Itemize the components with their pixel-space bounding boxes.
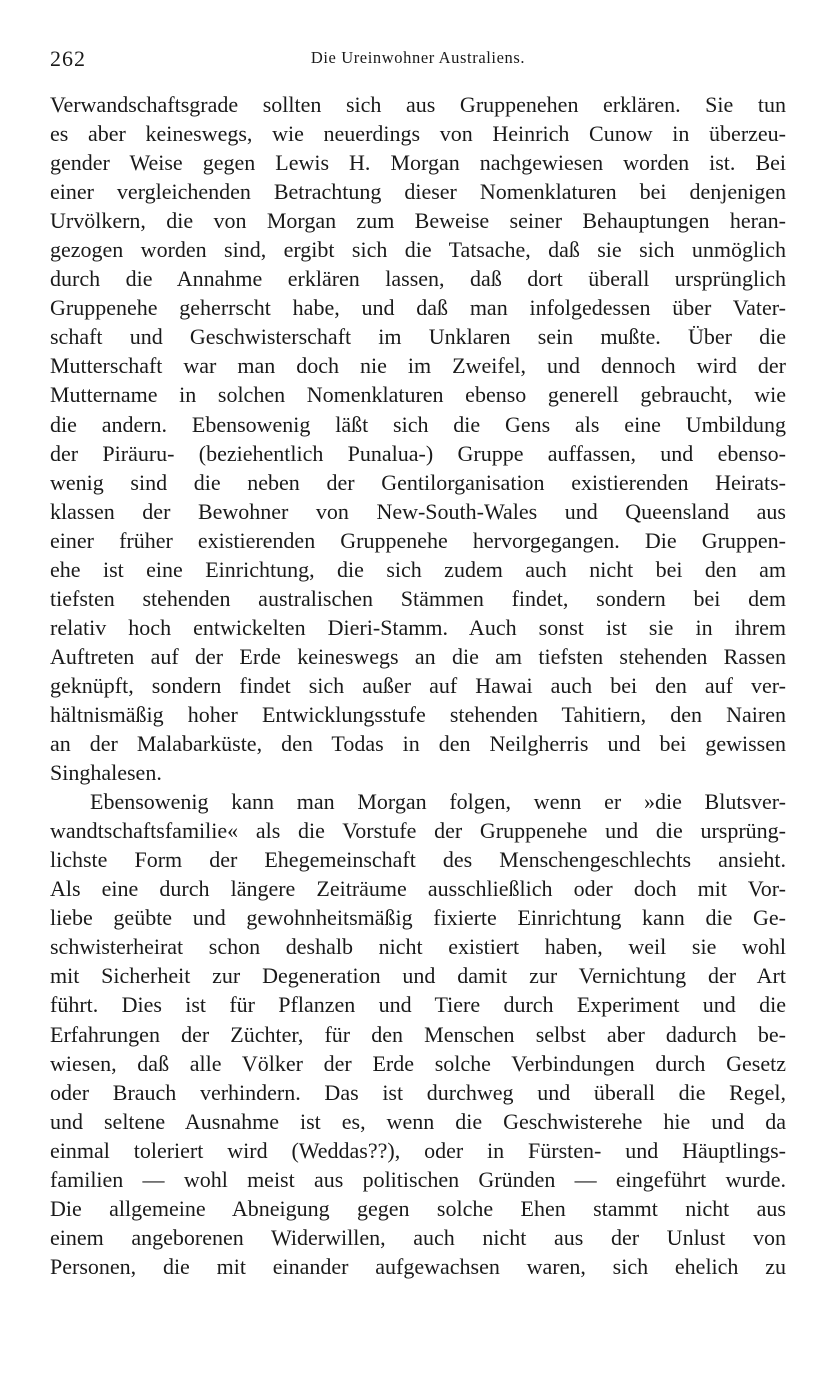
text-line: gezogen worden sind, ergibt sich die Tatsache, daß sie sich unmöglich — [50, 237, 786, 263]
text-line: ehe ist eine Einrichtung, die sich zudem auch nicht bei den am — [50, 556, 786, 582]
text-line: schaft und Geschwisterschaft im Unklaren sein mußte. Über die — [50, 324, 786, 350]
text-line: wenig sind die neben der Gentilorganisation existierenden Heirats- — [50, 469, 786, 495]
page-number: 262 — [50, 46, 86, 71]
text-line: familien — wohl meist aus politischen Gründen — eingeführt wurde. — [50, 1166, 786, 1192]
text-line: wiesen, daß alle Völker der Erde solche Verbindungen durch Gesetz — [50, 1050, 786, 1076]
text-line: Mutterschaft war man doch nie im Zweifel, und dennoch wird der — [50, 353, 786, 379]
text-line: mit Sicherheit zur Degeneration und damit zur Vernichtung der Art — [50, 963, 786, 989]
text-line: einer früher existierenden Gruppenehe hervorgegangen. Die Gruppen- — [50, 527, 786, 553]
text-line: Ebensowenig kann man Morgan folgen, wenn er »die Blutsver- — [90, 789, 786, 815]
text-line: durch die Annahme erklären lassen, daß dort überall ursprünglich — [50, 266, 786, 292]
text-line: an der Malabarküste, den Todas in den Neilgherris und bei gewissen — [50, 731, 786, 757]
text-line: führt. Dies ist für Pflanzen und Tiere durch Experiment und die — [50, 992, 786, 1018]
running-head — [50, 46, 786, 76]
text-line: klassen der Bewohner von New-South-Wales und Queensland aus — [50, 498, 786, 524]
text-line: Personen, die mit einander aufgewachsen waren, sich ehelich zu — [50, 1253, 786, 1279]
text-line: Urvölkern, die von Morgan zum Beweise seiner Behauptungen heran- — [50, 208, 786, 234]
text-line: wandtschaftsfamilie« als die Vorstufe der Gruppenehe und die ursprüng- — [50, 818, 786, 844]
text-line: und seltene Ausnahme ist es, wenn die Geschwisterehe hie und da — [50, 1108, 786, 1134]
paragraph — [50, 787, 786, 1281]
running-title: Die Ureinwohner Australiens. — [310, 48, 526, 67]
text-line: Erfahrungen der Züchter, für den Menschen selbst aber dadurch be- — [50, 1021, 786, 1047]
text-line: lichste Form der Ehegemeinschaft des Menschengeschlechts ansieht. — [50, 847, 786, 873]
paragraph — [50, 90, 786, 787]
text-line: der Piräuru- (beziehentlich Punalua-) Gruppe auffassen, und ebenso- — [50, 440, 786, 466]
text-line: die andern. Ebensowenig läßt sich die Gens als eine Umbildung — [50, 411, 786, 437]
text-line: Verwandschaftsgrade sollten sich aus Gruppenehen erklären. Sie tun — [50, 92, 786, 117]
text-line: einer vergleichenden Betrachtung dieser Nomenklaturen bei denjenigen — [50, 179, 786, 205]
text-line: geknüpft, sondern findet sich außer auf Hawai auch bei den auf ver- — [50, 672, 786, 698]
text-line: einem angeborenen Widerwillen, auch nicht aus der Unlust von — [50, 1224, 786, 1250]
text-line: relativ hoch entwickelten Dieri-Stamm. Auch sonst ist sie in ihrem — [50, 614, 786, 640]
text-line: Auftreten auf der Erde keineswegs an die am tiefsten stehenden Rassen — [50, 643, 786, 669]
text-line: Gruppenehe geherrscht habe, und daß man infolgedessen über Vater- — [50, 295, 786, 321]
text-line: Muttername in solchen Nomenklaturen ebenso generell gebraucht, wie — [50, 382, 786, 408]
text-line: hältnismäßig hoher Entwicklungsstufe stehenden Tahitiern, den Nairen — [50, 701, 786, 727]
text-line: oder Brauch verhindern. Das ist durchweg und überall die Regel, — [50, 1079, 786, 1105]
text-line: einmal toleriert wird (Weddas??), oder in Fürsten- und Häuptlings- — [50, 1137, 786, 1163]
text-line: Als eine durch längere Zeiträume ausschließlich oder doch mit Vor- — [50, 876, 786, 902]
body-text — [50, 90, 786, 1281]
text-line: schwisterheirat schon deshalb nicht existiert haben, weil sie wohl — [50, 934, 786, 960]
text-line: Die allgemeine Abneigung gegen solche Ehen stammt nicht aus — [50, 1195, 786, 1221]
text-line: liebe geübte und gewohnheitsmäßig fixierte Einrichtung kann die Ge- — [50, 905, 786, 931]
text-line: gender Weise gegen Lewis H. Morgan nachgewiesen worden ist. Bei — [50, 150, 786, 176]
text-line: es aber keineswegs, wie neuerdings von Heinrich Cunow in überzeu- — [50, 121, 786, 147]
text-line: Singhalesen. — [50, 760, 162, 786]
text-line: tiefsten stehenden australischen Stämmen findet, sondern bei dem — [50, 585, 786, 611]
